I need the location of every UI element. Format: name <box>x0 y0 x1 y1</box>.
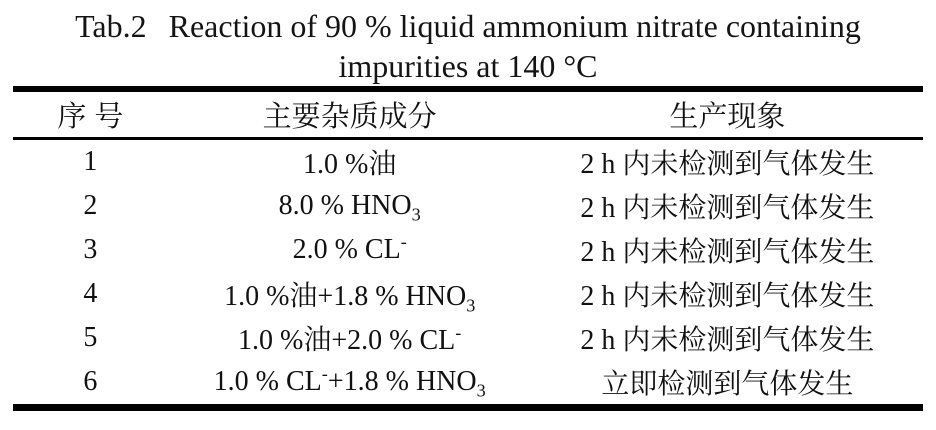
table-row <box>13 184 923 228</box>
column-header-composition: 主要杂质成分 <box>168 89 532 139</box>
cell-phenomenon: 立即检测到气体发生 <box>601 369 854 400</box>
table-row <box>13 139 923 185</box>
cell-phenomenon: 2 h 内未检测到气体发生 <box>580 193 875 224</box>
cell-composition: 2.0 % CL- <box>292 231 407 265</box>
table-row <box>13 228 923 272</box>
cell-no: 4 <box>83 278 98 309</box>
table-caption-text: Reaction of 90 % liquid ammonium nitrate containing <box>168 8 861 44</box>
cell-no: 6 <box>83 366 98 397</box>
table-header-row <box>13 89 923 139</box>
table-row <box>13 360 923 408</box>
table-caption-line2: impurities at 140 °C <box>338 48 598 84</box>
cell-composition: 1.0 %油 <box>303 149 397 180</box>
cell-composition: 8.0 % $HNO_3$ <box>278 190 421 225</box>
cell-no: 3 <box>83 234 98 265</box>
impurity-reaction-table <box>13 86 923 411</box>
table-row <box>13 272 923 316</box>
table-row <box>13 316 923 360</box>
table-caption-label: Tab.2 <box>75 8 147 44</box>
cell-phenomenon: 2 h 内未检测到气体发生 <box>580 281 875 312</box>
table-caption <box>0 0 936 86</box>
cell-no: 1 <box>83 146 98 177</box>
column-header-phenomenon: 生产现象 <box>532 89 923 139</box>
cell-phenomenon: 2 h 内未检测到气体发生 <box>580 325 875 356</box>
cell-composition: 1.0 %油+2.0 % CL- <box>238 322 462 356</box>
cell-no: 5 <box>83 322 98 353</box>
cell-no: 2 <box>83 190 98 221</box>
cell-phenomenon: 2 h 内未检测到气体发生 <box>580 149 875 180</box>
cell-composition: 1.0 % CL-+1.8 % $HNO_3$ <box>213 363 486 401</box>
column-header-no: 序号 <box>13 89 168 139</box>
cell-phenomenon: 2 h 内未检测到气体发生 <box>580 237 875 268</box>
cell-composition: 1.0 %油+1.8 % $HNO_3$ <box>224 281 476 316</box>
table-caption-line1 <box>0 6 936 46</box>
